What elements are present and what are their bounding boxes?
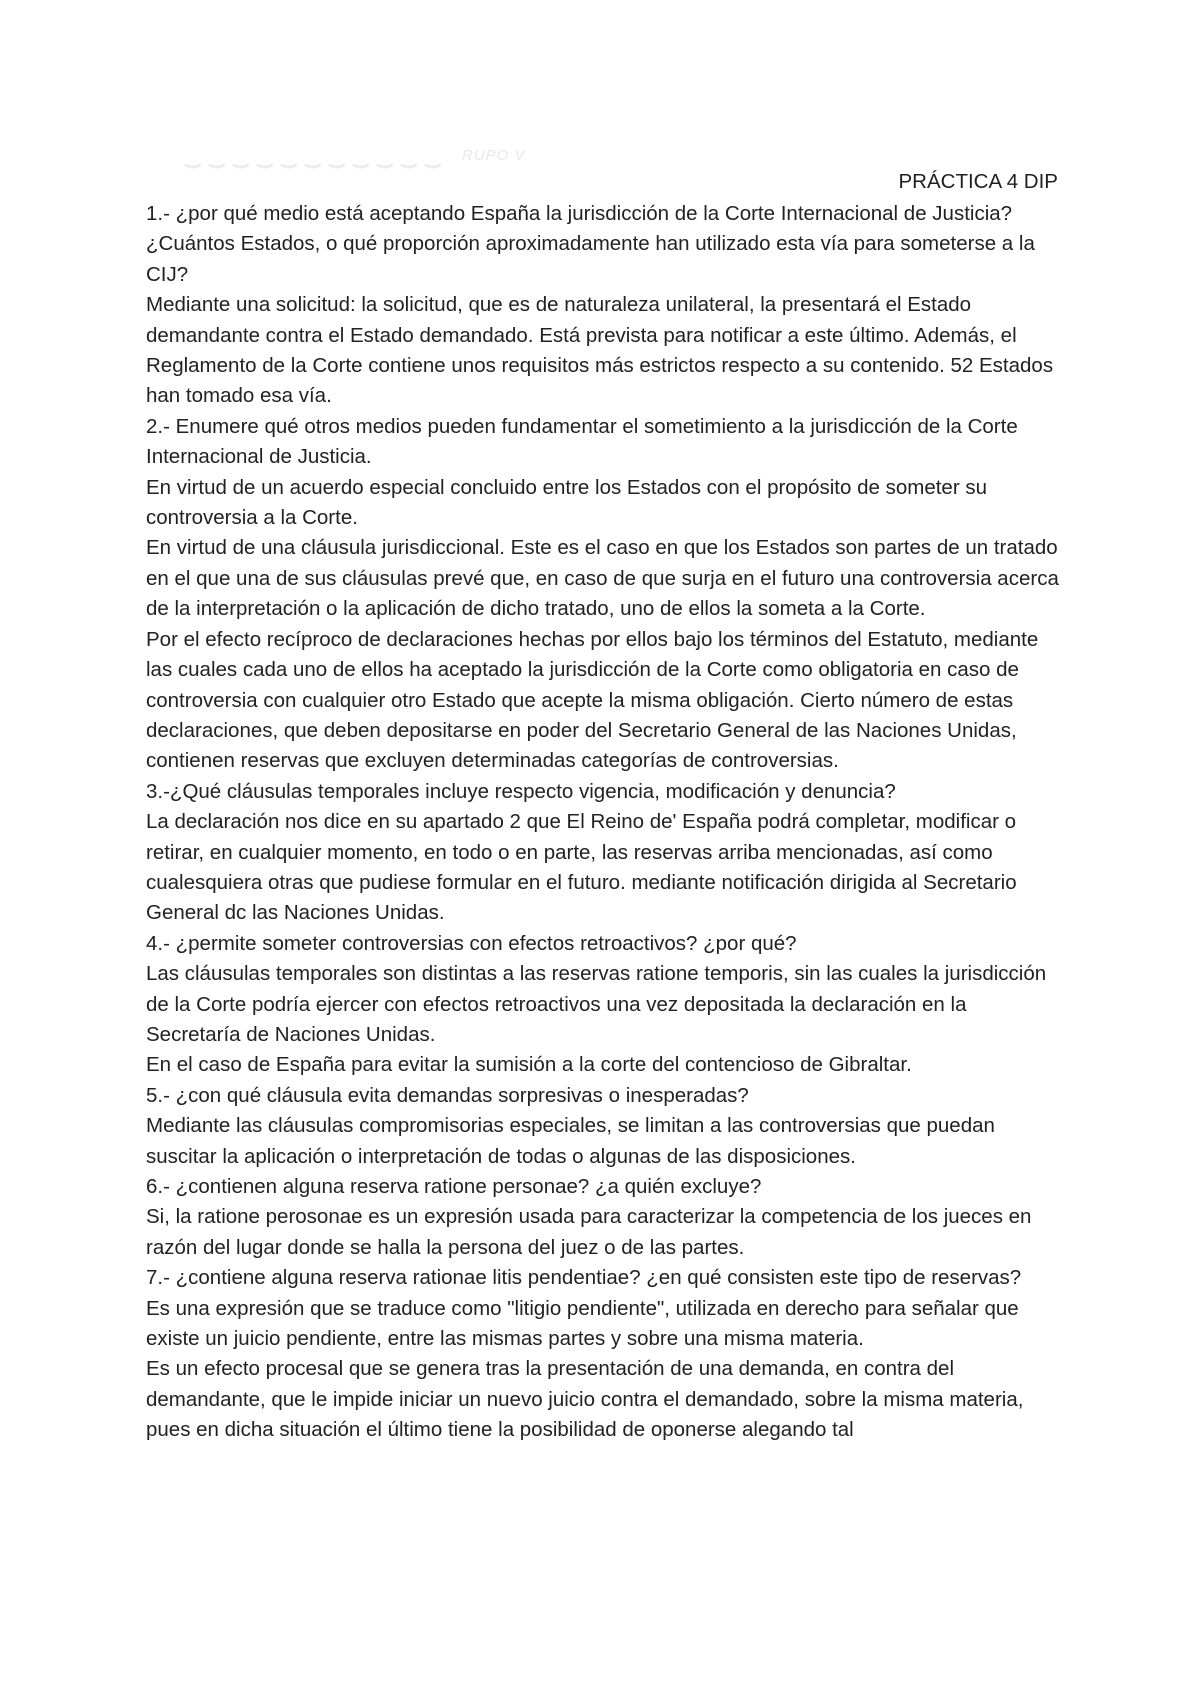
answer-3: La declaración nos dice en su apartado 2 que El Reino de' España podrá completar, modificar o retirar, en cualquier momento, en todo o en parte, las reservas arriba mencionadas, así como cualesquiera otras que pudiese formular en el futuro. mediante notificación dirigida al Secretario General dc las Naciones Unidas. xyxy=(146,810,1017,925)
answer-2-part-1: En virtud de un acuerdo especial concluido entre los Estados con el propósito de someter su controversia a la Corte. xyxy=(146,475,988,530)
answer-5: Mediante las cláusulas compromisorias especiales, se limitan a las controversias que puedan suscitar la aplicación o interpretación de todas o algunas de las disposiciones. xyxy=(146,1114,995,1168)
answer-7-part-1: Es una expresión que se traduce como "litigio pendiente", utilizada en derecho para señalar que existe un juicio pendiente, entre las mismas partes y sobre una misma materia. xyxy=(146,1296,1019,1351)
question-5: 5.- ¿con qué cláusula evita demandas sorpresivas o inesperadas? xyxy=(146,1083,749,1107)
question-2: 2.- Enumere qué otros medios pueden fundamentar el sometimiento a la jurisdicción de la Corte Internacional de Justicia. xyxy=(146,414,1018,469)
answer-2-part-2: En virtud de una cláusula jurisdiccional. Este es el caso en que los Estados son partes de un tratado en el que una de sus cláusulas prevé que, en caso de que surja en el futuro una controversia acerca de la interpretación o la aplicación de dicho tratado, uno de ellos la someta a la Corte. xyxy=(146,536,1059,621)
question-3: 3.-¿Qué cláusulas temporales incluye respecto vigencia, modificación y denuncia? xyxy=(146,779,896,803)
answer-1: Mediante una solicitud: la solicitud, que es de naturaleza unilateral, la presentará el Estado demandante contra el Estado demandado. Está prevista para notificar a este último. Además, el Reglamento de la Corte contiene unos requisitos más estrictos respecto a su contenido. 52 Estados han tomado esa vía. xyxy=(146,293,1054,408)
question-4: 4.- ¿permite someter controversias con efectos retroactivos? ¿por qué? xyxy=(146,931,797,955)
faint-header-text: RUPO V xyxy=(462,147,526,164)
answer-4-part-2: En el caso de España para evitar la sumisión a la corte del contencioso de Gibraltar. xyxy=(146,1053,912,1077)
answer-4-part-1: Las cláusulas temporales son distintas a las reservas ratione temporis, sin las cuales la jurisdicción de la Corte podría ejercer con efectos retroactivos una vez depositada la declaración en la Secretaría de Naciones Unidas. xyxy=(146,962,1047,1046)
answer-7-part-2: Es un efecto procesal que se genera tras la presentación de una demanda, en contra del demandante, que le impide iniciar un nuevo juicio contra el demandado, sobre la misma materia, pues en dicha situación el último tiene la posibilidad de oponerse alegando tal xyxy=(146,1357,1024,1442)
question-6: 6.- ¿contienen alguna reserva ratione personae? ¿a quién excluye? xyxy=(146,1175,762,1198)
document-title: PRÁCTICA 4 DIP xyxy=(898,170,1058,193)
faint-dash-marks xyxy=(184,158,442,172)
answer-6: Si, la ratione perosonae es un expresión usada para caracterizar la competencia de los jueces en razón del lugar donde se halla la persona del juez o de las partes. xyxy=(146,1205,1032,1259)
answer-2-part-3: Por el efecto recíproco de declaraciones hechas por ellos bajo los términos del Estatuto, mediante las cuales cada uno de ellos ha aceptado la jurisdicción de la Corte como obligatoria en caso de controversia con cualquier otro Estado que acepte la misma obligación. Cierto número de estas declaraciones, que deben depositarse en poder del Secretario General de las Naciones Unidas, contienen reservas que excluyen determinadas categorías de controversias. xyxy=(146,627,1039,773)
document-body xyxy=(146,199,1066,1446)
question-1: 1.- ¿por qué medio está aceptando España la jurisdicción de la Corte Internacional de Justicia? ¿Cuántos Estados, o qué proporción aproximadamente han utilizado esta vía para someterse a la CIJ? xyxy=(146,202,1035,286)
question-7: 7.- ¿contiene alguna reserva rationae litis pendentiae? ¿en qué consisten este tipo de reservas? xyxy=(146,1266,1022,1290)
